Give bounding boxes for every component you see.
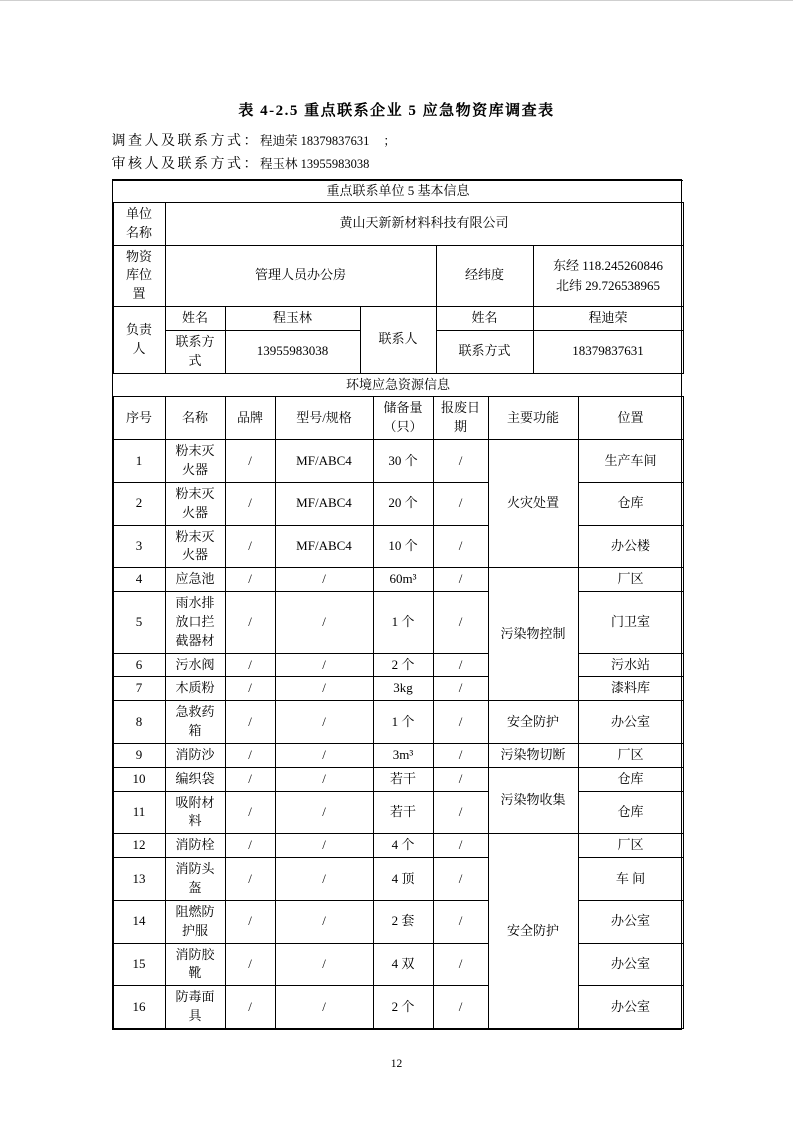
cell-quantity: 20 个 bbox=[373, 482, 433, 525]
cell-serial: 5 bbox=[113, 592, 165, 654]
cell-location: 厂区 bbox=[578, 743, 683, 767]
cell-model: / bbox=[275, 653, 373, 677]
cell-function: 污染物控制 bbox=[488, 568, 578, 701]
principal-label: 负责人 bbox=[113, 307, 165, 374]
cell-brand: / bbox=[225, 677, 275, 701]
cell-quantity: 60m³ bbox=[373, 568, 433, 592]
cell-function: 火灾处置 bbox=[488, 440, 578, 568]
resource-row bbox=[113, 834, 683, 858]
surveyor-label: 调查人及联系方式： bbox=[111, 134, 260, 149]
page-title: 表 4-2.5 重点联系企业 5 应急物资库调查表 bbox=[238, 103, 555, 119]
cell-serial: 9 bbox=[113, 743, 165, 767]
cell-model: / bbox=[275, 568, 373, 592]
resource-row bbox=[113, 568, 683, 592]
cell-brand: / bbox=[225, 568, 275, 592]
header-location: 位置 bbox=[578, 397, 683, 440]
cell-serial: 10 bbox=[113, 767, 165, 791]
cell-function: 安全防护 bbox=[488, 701, 578, 744]
cell-brand: / bbox=[225, 834, 275, 858]
cell-scrap-date: / bbox=[433, 653, 488, 677]
resource-section-header-row bbox=[113, 373, 683, 397]
cell-name: 污水阀 bbox=[165, 653, 225, 677]
document-content bbox=[112, 1, 682, 1030]
cell-scrap-date: / bbox=[433, 568, 488, 592]
coords-label: 经纬度 bbox=[436, 245, 533, 307]
basic-info-table bbox=[113, 180, 684, 374]
cell-quantity: 2 个 bbox=[373, 653, 433, 677]
cell-location: 仓库 bbox=[578, 791, 683, 834]
unit-name-row bbox=[113, 202, 683, 245]
cell-model: / bbox=[275, 592, 373, 654]
cell-name: 消防胶靴 bbox=[165, 943, 225, 986]
cell-name: 木质粉 bbox=[165, 677, 225, 701]
surveyor-line bbox=[112, 130, 682, 153]
cell-model: / bbox=[275, 677, 373, 701]
cell-quantity: 10 个 bbox=[373, 525, 433, 568]
cell-scrap-date: / bbox=[433, 525, 488, 568]
resource-row bbox=[113, 482, 683, 525]
cell-name: 防毒面具 bbox=[165, 986, 225, 1029]
cell-name: 雨水排放口拦截器材 bbox=[165, 592, 225, 654]
cell-serial: 8 bbox=[113, 701, 165, 744]
cell-location: 门卫室 bbox=[578, 592, 683, 654]
cell-scrap-date: / bbox=[433, 592, 488, 654]
resource-row bbox=[113, 791, 683, 834]
cell-location: 办公室 bbox=[578, 986, 683, 1029]
unit-name-value: 黄山天新新材料科技有限公司 bbox=[165, 202, 683, 245]
header-serial: 序号 bbox=[113, 397, 165, 440]
reviewer-label: 审核人及联系方式： bbox=[111, 157, 260, 172]
contact-label: 联系人 bbox=[360, 307, 436, 374]
cell-serial: 13 bbox=[113, 858, 165, 901]
cell-scrap-date: / bbox=[433, 900, 488, 943]
resource-row bbox=[113, 767, 683, 791]
cell-name: 编织袋 bbox=[165, 767, 225, 791]
cell-scrap-date: / bbox=[433, 858, 488, 901]
warehouse-location: 管理人员办公房 bbox=[165, 245, 436, 307]
resource-row bbox=[113, 653, 683, 677]
header-brand: 品牌 bbox=[225, 397, 275, 440]
cell-location: 厂区 bbox=[578, 834, 683, 858]
cell-scrap-date: / bbox=[433, 986, 488, 1029]
coords-value bbox=[533, 245, 683, 307]
cell-scrap-date: / bbox=[433, 767, 488, 791]
resource-row bbox=[113, 986, 683, 1029]
cell-quantity: 3m³ bbox=[373, 743, 433, 767]
header-function: 主要功能 bbox=[488, 397, 578, 440]
resource-section-title: 环境应急资源信息 bbox=[113, 373, 683, 397]
cell-brand: / bbox=[225, 743, 275, 767]
cell-model: / bbox=[275, 900, 373, 943]
cell-model: / bbox=[275, 943, 373, 986]
cell-function: 安全防护 bbox=[488, 834, 578, 1029]
cell-serial: 11 bbox=[113, 791, 165, 834]
cell-brand: / bbox=[225, 986, 275, 1029]
cell-name: 吸附材料 bbox=[165, 791, 225, 834]
cell-name: 粉末灭火器 bbox=[165, 482, 225, 525]
resource-row bbox=[113, 592, 683, 654]
basic-info-section-header-row bbox=[113, 181, 683, 203]
cell-serial: 16 bbox=[113, 986, 165, 1029]
cell-brand: / bbox=[225, 767, 275, 791]
surveyor-value: 程迪荣 18379837631 bbox=[260, 134, 370, 148]
resource-row bbox=[113, 701, 683, 744]
cell-brand: / bbox=[225, 653, 275, 677]
resource-row bbox=[113, 943, 683, 986]
cell-location: 仓库 bbox=[578, 482, 683, 525]
cell-brand: / bbox=[225, 858, 275, 901]
resource-row bbox=[113, 743, 683, 767]
cell-location: 生产车间 bbox=[578, 440, 683, 483]
cell-name: 粉末灭火器 bbox=[165, 525, 225, 568]
cell-name: 急救药箱 bbox=[165, 701, 225, 744]
resource-column-header-row bbox=[113, 397, 683, 440]
cell-model: / bbox=[275, 986, 373, 1029]
cell-quantity: 2 套 bbox=[373, 900, 433, 943]
cell-quantity: 1 个 bbox=[373, 701, 433, 744]
cell-quantity: 若干 bbox=[373, 767, 433, 791]
cell-name: 粉末灭火器 bbox=[165, 440, 225, 483]
cell-location: 仓库 bbox=[578, 767, 683, 791]
cell-serial: 7 bbox=[113, 677, 165, 701]
cell-model: / bbox=[275, 767, 373, 791]
cell-name: 消防沙 bbox=[165, 743, 225, 767]
principal-phone: 13955983038 bbox=[225, 330, 360, 373]
cell-location: 办公楼 bbox=[578, 525, 683, 568]
cell-serial: 1 bbox=[113, 440, 165, 483]
cell-scrap-date: / bbox=[433, 677, 488, 701]
cell-name: 消防栓 bbox=[165, 834, 225, 858]
resource-table bbox=[113, 373, 684, 1029]
cell-model: / bbox=[275, 791, 373, 834]
survey-table bbox=[112, 179, 682, 1030]
cell-model: MF/ABC4 bbox=[275, 525, 373, 568]
cell-model: / bbox=[275, 858, 373, 901]
resource-row bbox=[113, 525, 683, 568]
principal-name: 程玉林 bbox=[225, 307, 360, 331]
cell-location: 办公室 bbox=[578, 701, 683, 744]
cell-quantity: 3kg bbox=[373, 677, 433, 701]
principal-name-label: 姓名 bbox=[165, 307, 225, 331]
cell-name: 应急池 bbox=[165, 568, 225, 592]
principal-phone-label: 联系方式 bbox=[165, 330, 225, 373]
cell-serial: 2 bbox=[113, 482, 165, 525]
header-name: 名称 bbox=[165, 397, 225, 440]
cell-serial: 15 bbox=[113, 943, 165, 986]
cell-brand: / bbox=[225, 943, 275, 986]
page-number: 12 bbox=[390, 1058, 403, 1070]
coords-longitude: 东经 118.245260846 bbox=[553, 258, 664, 274]
cell-brand: / bbox=[225, 900, 275, 943]
cell-quantity: 4 顶 bbox=[373, 858, 433, 901]
contact-name: 程迪荣 bbox=[533, 307, 683, 331]
cell-scrap-date: / bbox=[433, 701, 488, 744]
cell-location: 污水站 bbox=[578, 653, 683, 677]
cell-brand: / bbox=[225, 592, 275, 654]
basic-info-section-title: 重点联系单位 5 基本信息 bbox=[113, 181, 683, 203]
reviewer-line bbox=[112, 153, 682, 176]
header-model: 型号/规格 bbox=[275, 397, 373, 440]
unit-name-label: 单位名称 bbox=[113, 202, 165, 245]
cell-location: 车 间 bbox=[578, 858, 683, 901]
cell-quantity: 4 个 bbox=[373, 834, 433, 858]
resource-row bbox=[113, 900, 683, 943]
cell-brand: / bbox=[225, 482, 275, 525]
cell-scrap-date: / bbox=[433, 482, 488, 525]
header-scrap-date: 报废日期 bbox=[433, 397, 488, 440]
cell-location: 漆料库 bbox=[578, 677, 683, 701]
contact-phone-label: 联系方式 bbox=[436, 330, 533, 373]
cell-scrap-date: / bbox=[433, 440, 488, 483]
coords-latitude: 北纬 29.726538965 bbox=[556, 277, 661, 293]
cell-model: / bbox=[275, 701, 373, 744]
cell-model: MF/ABC4 bbox=[275, 482, 373, 525]
surveyor-suffix: ； bbox=[383, 134, 396, 148]
cell-serial: 6 bbox=[113, 653, 165, 677]
cell-scrap-date: / bbox=[433, 791, 488, 834]
warehouse-label: 物资库位置 bbox=[113, 245, 165, 307]
cell-brand: / bbox=[225, 525, 275, 568]
cell-location: 办公室 bbox=[578, 943, 683, 986]
cell-name: 消防头盔 bbox=[165, 858, 225, 901]
cell-model: MF/ABC4 bbox=[275, 440, 373, 483]
names-row bbox=[113, 307, 683, 331]
cell-brand: / bbox=[225, 440, 275, 483]
cell-quantity: 1 个 bbox=[373, 592, 433, 654]
contact-phone: 18379837631 bbox=[533, 330, 683, 373]
cell-model: / bbox=[275, 743, 373, 767]
cell-quantity: 若干 bbox=[373, 791, 433, 834]
reviewer-value: 程玉林 13955983038 bbox=[260, 157, 370, 171]
cell-scrap-date: / bbox=[433, 943, 488, 986]
cell-location: 办公室 bbox=[578, 900, 683, 943]
header-quantity: 储备量（只） bbox=[373, 397, 433, 440]
cell-quantity: 2 个 bbox=[373, 986, 433, 1029]
cell-brand: / bbox=[225, 701, 275, 744]
cell-function: 污染物收集 bbox=[488, 767, 578, 834]
cell-quantity: 30 个 bbox=[373, 440, 433, 483]
cell-model: / bbox=[275, 834, 373, 858]
warehouse-row bbox=[113, 245, 683, 307]
resource-row bbox=[113, 858, 683, 901]
cell-location: 厂区 bbox=[578, 568, 683, 592]
resource-row bbox=[113, 677, 683, 701]
cell-serial: 3 bbox=[113, 525, 165, 568]
cell-quantity: 4 双 bbox=[373, 943, 433, 986]
cell-function: 污染物切断 bbox=[488, 743, 578, 767]
contact-name-label: 姓名 bbox=[436, 307, 533, 331]
cell-name: 阻燃防护服 bbox=[165, 900, 225, 943]
cell-brand: / bbox=[225, 791, 275, 834]
cell-scrap-date: / bbox=[433, 834, 488, 858]
cell-scrap-date: / bbox=[433, 743, 488, 767]
resource-row bbox=[113, 440, 683, 483]
cell-serial: 14 bbox=[113, 900, 165, 943]
cell-serial: 12 bbox=[113, 834, 165, 858]
cell-serial: 4 bbox=[113, 568, 165, 592]
